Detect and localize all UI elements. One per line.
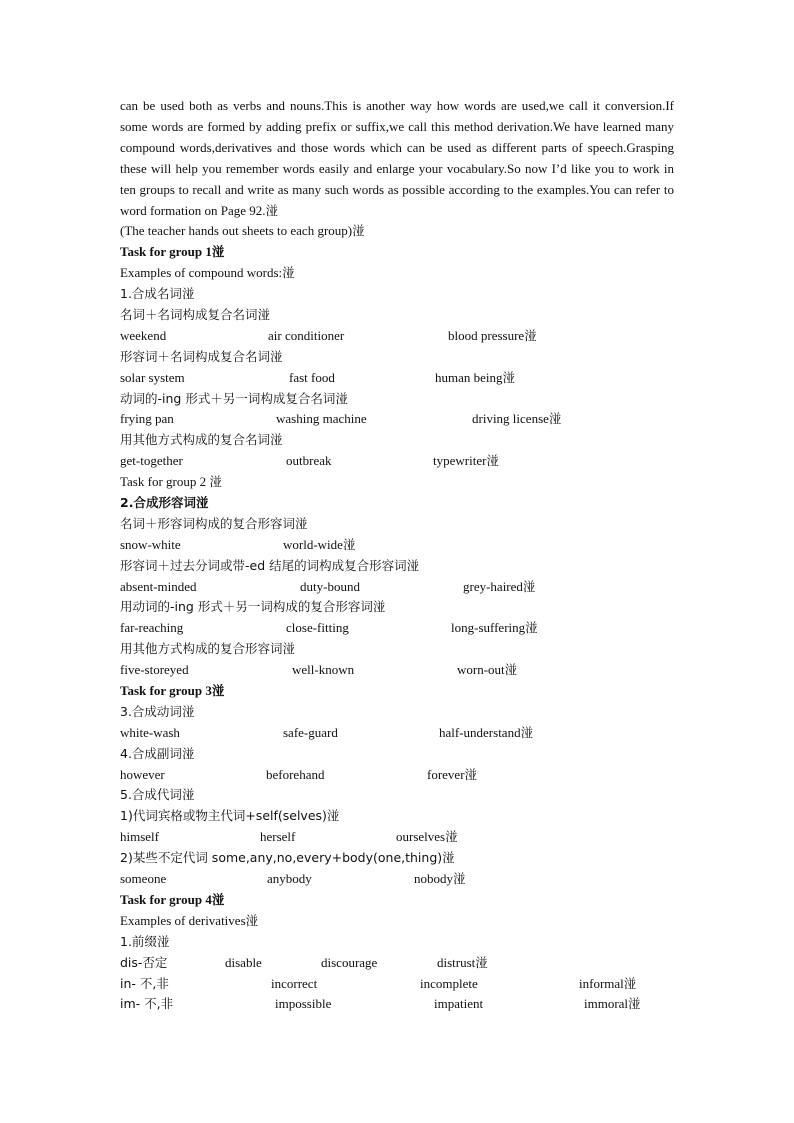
subheading-text: 用其他方式构成的复合形容词 — [120, 641, 283, 657]
word-row — [120, 451, 674, 472]
word-text: nobody — [414, 871, 453, 887]
task1-sub1 — [120, 305, 674, 326]
word-cell: duty-bound — [300, 578, 360, 594]
prefix-cell: in- 不,非 — [120, 975, 169, 991]
paragraph-mark: 湴 — [211, 683, 225, 699]
task1-section-title — [120, 284, 674, 305]
word-cell: fast food — [289, 369, 335, 385]
paragraph-mark: 湴 — [295, 515, 308, 531]
word-cell: absent-minded — [120, 578, 197, 594]
teacher-note — [120, 221, 674, 242]
task2-heading — [120, 472, 674, 493]
subheading-text: 名词＋形容词构成的复合形容词 — [120, 515, 296, 531]
task2-section-title — [120, 493, 674, 514]
word-cell — [435, 368, 515, 389]
word-cell — [472, 409, 561, 430]
word-cell: safe-guard — [283, 724, 338, 740]
document-page — [120, 96, 674, 1015]
paragraph-mark: 湴 — [181, 745, 195, 761]
word-row — [120, 660, 674, 681]
word-cell — [283, 535, 355, 556]
paragraph-mark: 湴 — [475, 954, 488, 970]
word-row — [120, 974, 674, 995]
word-cell: someone — [120, 871, 167, 887]
paragraph-mark: 湴 — [628, 996, 641, 1012]
word-cell: snow-white — [120, 536, 181, 552]
word-row — [120, 765, 674, 786]
subheading-text: 名词＋名词构成复合名词 — [120, 307, 258, 322]
section-title-text: 3.合成动词 — [120, 703, 182, 719]
paragraph-mark: 湴 — [522, 578, 536, 594]
heading-text: Task for group 1 — [120, 244, 212, 260]
label-text: Examples of compound words: — [120, 265, 283, 281]
word-row — [120, 953, 674, 974]
word-cell: weekend — [120, 327, 167, 343]
word-cell: frying pan — [120, 411, 174, 427]
word-cell: get-together — [120, 453, 183, 469]
subheading-text: 用动词的-ing 形式＋另一词构成的复合形容词 — [120, 599, 373, 615]
paragraph-mark: 湴 — [156, 933, 170, 949]
paragraph-mark: 湴 — [282, 265, 295, 281]
paragraph-mark: 湴 — [211, 244, 225, 260]
paragraph-mark: 湴 — [257, 307, 271, 322]
paragraph-mark: 湴 — [326, 808, 340, 824]
word-cell: well-known — [292, 662, 355, 678]
task3-heading — [120, 681, 674, 702]
task4-heading — [120, 890, 674, 911]
task1-sub3 — [120, 389, 674, 410]
word-row — [120, 723, 674, 744]
word-text: half-understand — [439, 724, 521, 740]
word-text: forever — [427, 766, 465, 782]
teacher-note-text: (The teacher hands out sheets to each group) — [120, 223, 353, 239]
word-cell: washing machine — [276, 411, 367, 427]
word-cell: far-reaching — [120, 620, 184, 636]
paragraph-mark: 湴 — [270, 348, 283, 364]
word-cell: incomplete — [420, 975, 478, 991]
word-cell — [579, 974, 636, 995]
word-cell — [427, 765, 477, 786]
task4-section-title — [120, 932, 674, 953]
heading-text: Task for group 4 — [120, 891, 212, 907]
word-cell — [437, 953, 488, 974]
word-cell — [433, 451, 499, 472]
word-cell: beforehand — [266, 766, 325, 782]
word-cell: impossible — [275, 996, 332, 1012]
paragraph-mark: 湴 — [342, 536, 356, 552]
paragraph-mark: 湴 — [282, 641, 296, 657]
section-title-text: 4.合成副词 — [120, 745, 182, 761]
paragraph-mark: 湴 — [195, 495, 209, 511]
task3-section-adverb — [120, 744, 674, 765]
word-row — [120, 409, 674, 430]
paragraph-mark: 湴 — [209, 474, 222, 490]
task3-sub2 — [120, 848, 674, 869]
word-text: grey-haired — [463, 578, 523, 594]
task3-section-pronoun — [120, 785, 674, 806]
word-cell: however — [120, 766, 165, 782]
task3-sub1 — [120, 806, 674, 827]
word-text: human being — [435, 369, 503, 385]
task1-sub4 — [120, 430, 674, 451]
subheading-text: 形容词＋过去分词或带-ed 结尾的词构成复合形容词 — [120, 557, 407, 573]
word-row — [120, 535, 674, 556]
word-text: distrust — [437, 954, 476, 970]
paragraph-mark: 湴 — [442, 850, 455, 866]
word-row — [120, 326, 674, 347]
word-cell: five-storeyed — [120, 662, 189, 678]
paragraph-mark: 湴 — [181, 286, 195, 302]
word-text: world-wide — [283, 536, 343, 552]
intro-text: can be used both as verbs and nouns.This is another way how words are used,we call it conversion.If some words are formed by adding prefix or suffix,we call this method derivation.We have learned many compound words,derivatives and those words which can be used as different parts of speech.Grasping these will help you remember words easily and enlarge your vocabulary.So now I’d like you to work in ten groups to recall and write as many such words as possible according to the examples.You can refer to word formation on Page 92. — [120, 98, 674, 218]
word-cell: outbreak — [286, 453, 332, 469]
section-title-text: 1.合成名词 — [120, 286, 182, 302]
subheading-text: 2)某些不定代词 some,any,no,every+body(one,thing) — [120, 850, 443, 866]
subheading-text: 用其他方式构成的复合名词 — [120, 432, 271, 448]
paragraph-mark: 湴 — [548, 411, 562, 427]
task2-sub2 — [120, 556, 674, 577]
word-text: driving license — [472, 411, 549, 427]
word-row — [120, 994, 674, 1015]
prefix-cell: dis-否定 — [120, 954, 168, 970]
word-cell — [448, 326, 537, 347]
task2-sub3 — [120, 597, 674, 618]
word-cell — [451, 618, 538, 639]
word-cell: white-wash — [120, 724, 180, 740]
word-cell: solar system — [120, 369, 185, 385]
word-row — [120, 618, 674, 639]
paragraph-mark: 湴 — [372, 599, 386, 615]
paragraph-mark: 湴 — [486, 453, 499, 469]
task1-heading — [120, 242, 674, 263]
subheading-text: 形容词＋名词构成复合名词 — [120, 348, 271, 364]
task2-sub1 — [120, 514, 674, 535]
paragraph-mark: 湴 — [181, 703, 195, 719]
word-cell: himself — [120, 829, 159, 845]
paragraph-mark: 湴 — [504, 662, 518, 678]
word-text: worn-out — [457, 662, 505, 678]
paragraph-mark: 湴 — [623, 975, 637, 991]
paragraph-mark: 湴 — [520, 724, 534, 740]
word-text: ourselves — [396, 829, 446, 845]
subheading-text: 1)代词宾格或物主代词+self(selves) — [120, 808, 327, 824]
word-cell: anybody — [267, 871, 312, 887]
task2-sub4 — [120, 639, 674, 660]
word-cell — [463, 577, 535, 598]
word-text: immoral — [584, 996, 629, 1012]
section-title-text: 2.合成形容词 — [120, 495, 196, 511]
paragraph-mark: 湴 — [524, 327, 537, 343]
heading-text: Task for group 2 — [120, 474, 207, 490]
task4-examples-label — [120, 911, 674, 932]
word-cell: herself — [260, 829, 296, 845]
word-row — [120, 827, 674, 848]
paragraph-mark: 湴 — [270, 432, 283, 448]
word-cell: disable — [225, 954, 262, 970]
paragraph-mark: 湴 — [181, 787, 195, 803]
paragraph-mark: 湴 — [525, 620, 538, 636]
word-text: blood pressure — [448, 327, 525, 343]
word-row — [120, 368, 674, 389]
paragraph-mark: 湴 — [453, 871, 466, 887]
word-cell — [439, 723, 533, 744]
word-cell — [396, 827, 458, 848]
paragraph-mark: 湴 — [335, 390, 348, 406]
word-text: informal — [579, 975, 624, 991]
word-cell: discourage — [321, 954, 378, 970]
word-cell — [414, 869, 466, 890]
section-title-text: 5.合成代词 — [120, 787, 182, 803]
task3-section-verb — [120, 702, 674, 723]
paragraph-mark: 湴 — [211, 891, 225, 907]
word-cell: air conditioner — [268, 327, 345, 343]
heading-text: Task for group 3 — [120, 683, 212, 699]
word-text: long-suffering — [451, 620, 526, 636]
paragraph-mark: 湴 — [445, 829, 458, 845]
paragraph-mark: 湴 — [352, 223, 365, 239]
intro-paragraph — [120, 96, 674, 221]
section-title-text: 1.前缀 — [120, 933, 157, 949]
paragraph-mark: 湴 — [406, 557, 420, 573]
label-text: Examples of derivatives — [120, 912, 246, 928]
word-cell: close-fitting — [286, 620, 349, 636]
task1-examples-label — [120, 263, 674, 284]
word-cell: incorrect — [271, 975, 318, 991]
word-cell — [584, 994, 641, 1015]
word-text: typewriter — [433, 453, 487, 469]
word-cell: impatient — [434, 996, 484, 1012]
prefix-cell: im- 不,非 — [120, 996, 174, 1012]
paragraph-mark: 湴 — [464, 766, 478, 782]
paragraph-mark: 湴 — [265, 202, 279, 218]
word-cell — [457, 660, 517, 681]
word-row — [120, 577, 674, 598]
subheading-text: 动词的-ing 形式＋另一词构成复合名词 — [120, 390, 336, 406]
paragraph-mark: 湴 — [245, 912, 259, 928]
task1-sub2 — [120, 347, 674, 368]
word-row — [120, 869, 674, 890]
paragraph-mark: 湴 — [502, 369, 516, 385]
